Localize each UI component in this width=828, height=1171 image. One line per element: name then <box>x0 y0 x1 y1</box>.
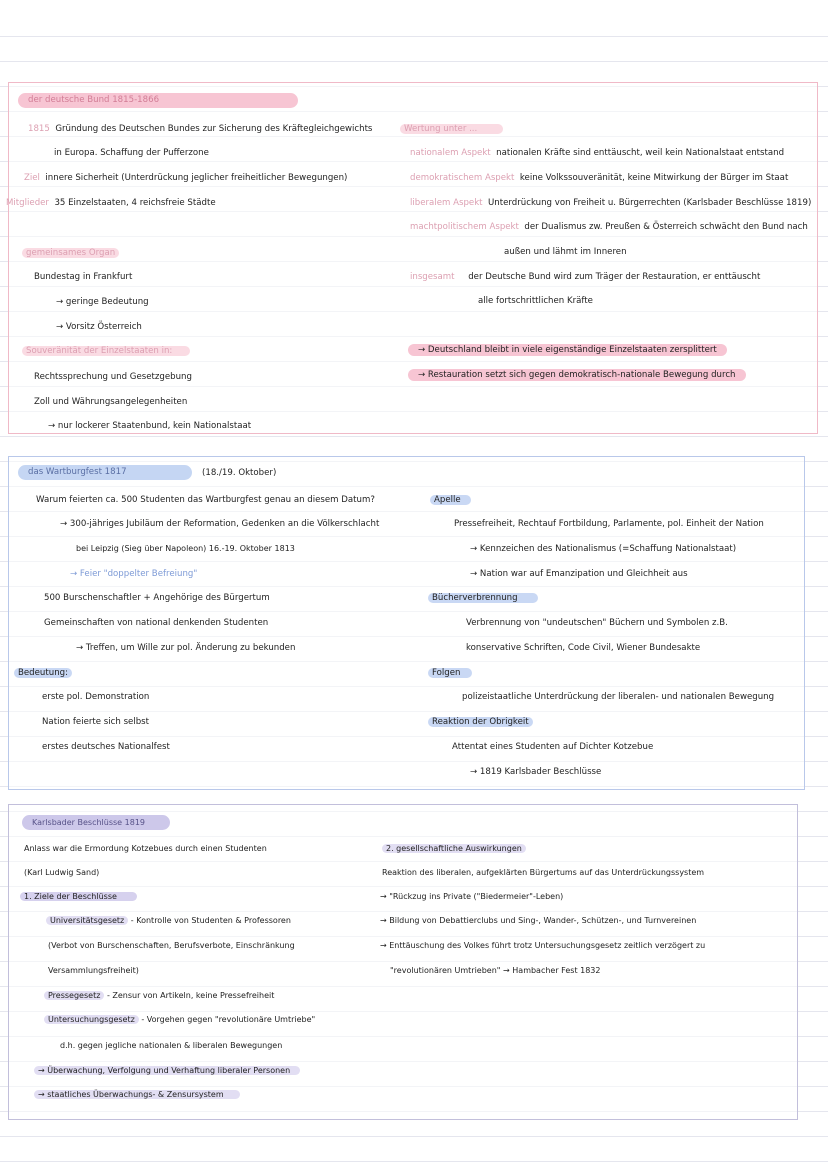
wertung-machtpolitisch-2: außen und lähmt im Inneren <box>504 247 627 257</box>
souv-line-1: Rechtssprechung und Gesetzgebung <box>34 372 192 382</box>
wartburg-answer-1: → 300-jähriges Jubiläum der Reformation, Gedenken an die Völkerschlacht <box>60 519 380 529</box>
wertung-liberal: liberalem Aspekt Unterdrückung von Freiheit u. Bürgerrechten (Karlsbader Beschlüsse 1819) <box>410 198 812 208</box>
ges-bildung: → Bildung von Debattierclubs und Sing-, Wander-, Schützen-, und Turnvereinen <box>380 916 697 925</box>
heading-organ: gemeinsames Organ <box>22 246 119 260</box>
folgen-text: polizeistaatliche Unterdrückung der liberalen- und nationalen Bewegung <box>462 692 775 702</box>
bedeutung-2: Nation feierte sich selbst <box>42 717 150 727</box>
staatliches-system: → staatliches Überwachungs- & Zensursystem <box>34 1088 240 1102</box>
appelle-3: → Nation war auf Emanzipation und Gleichheit aus <box>470 569 688 579</box>
organ-line-2: → geringe Bedeutung <box>56 297 149 307</box>
reaktion-2: → 1819 Karlsbader Beschlüsse <box>470 767 602 777</box>
univ-sub-1: (Verbot von Burschenschaften, Berufsverbote, Einschränkung <box>48 941 295 950</box>
univ-sub-2: Versammlungsfreiheit) <box>48 966 139 975</box>
wertung-national: nationalem Aspekt nationalen Kräfte sind enttäuscht, weil kein Nationalstaat entstand <box>410 148 785 158</box>
wartburg-left-2: Gemeinschaften von national denkenden Studenten <box>44 618 269 628</box>
section-title-wartburgfest: das Wartburgfest 1817 <box>18 465 192 480</box>
heading-gesellschaft: 2. gesellschaftliche Auswirkungen <box>382 842 526 856</box>
ges-enttaeuschung-2: "revolutionären Umtrieben" → Hambacher Fest 1832 <box>390 966 601 975</box>
heading-folgen: Folgen <box>428 666 472 680</box>
summary-zersplittert: → Deutschland bleibt in viele eigenständige Einzelstaaten zersplittert <box>408 343 727 357</box>
anlass-1: Anlass war die Ermordung Kotzebues durch einen Studenten <box>24 844 267 853</box>
heading-appelle: Apelle <box>430 493 471 507</box>
heading-bedeutung: Bedeutung: <box>14 666 72 680</box>
wartburg-left-3: → Treffen, um Wille zur pol. Änderung zu bekunden <box>76 643 296 653</box>
ges-reaktion: Reaktion des liberalen, aufgeklärten Bürgertums auf das Unterdrückungssystem <box>382 868 705 877</box>
section-title-deutscher-bund: der deutsche Bund 1815-1866 <box>18 93 298 108</box>
wartburg-date: (18./19. Oktober) <box>202 468 277 478</box>
heading-wertung: Wertung unter ... <box>400 122 503 136</box>
ges-enttaeuschung-1: → Enttäuschung des Volkes führt trotz Untersuchungsgesetz zeitlich verzögert zu <box>380 941 706 950</box>
presse-gesetz: Pressegesetz - Zensur von Artikeln, keine Pressefreiheit <box>44 989 274 1003</box>
ueberwachung: → Überwachung, Verfolgung und Verhaftung liberaler Personen <box>34 1064 300 1078</box>
line-mitglieder: Mitglieder 35 Einzelstaaten, 4 reichsfreie Städte <box>6 198 216 208</box>
organ-line-1: Bundestag in Frankfurt <box>34 272 133 282</box>
wertung-insgesamt-2: alle fortschrittlichen Kräfte <box>478 296 593 306</box>
bedeutung-3: erstes deutsches Nationalfest <box>42 742 170 752</box>
wartburg-answer-2: bei Leipzig (Sieg über Napoleon) 16.-19. Oktober 1813 <box>76 544 295 553</box>
unters-sub: d.h. gegen jegliche nationalen & liberalen Bewegungen <box>60 1041 283 1050</box>
line-europa: in Europa. Schaffung der Pufferzone <box>54 148 209 158</box>
appelle-2: → Kennzeichen des Nationalismus (=Schaffung Nationalstaat) <box>470 544 737 554</box>
unters-gesetz: Untersuchungsgesetz - Vorgehen gegen "revolutionäre Umtriebe" <box>44 1013 315 1027</box>
appelle-1: Pressefreiheit, Rechtauf Fortbildung, Parlamente, pol. Einheit der Nation <box>454 519 764 529</box>
heading-buecherverbrennung: Bücherverbrennung <box>428 591 538 605</box>
organ-line-3: → Vorsitz Österreich <box>56 322 142 332</box>
wartburg-left-1: 500 Burschenschaftler + Angehörige des Bürgertum <box>44 593 270 603</box>
souv-line-2: Zoll und Währungsangelegenheiten <box>34 397 188 407</box>
heading-ziele: 1. Ziele der Beschlüsse <box>20 890 137 904</box>
wartburg-question: Warum feierten ca. 500 Studenten das Wartburgfest genau an diesem Datum? <box>36 495 375 505</box>
univ-gesetz: Universitätsgesetz - Kontrolle von Studenten & Professoren <box>46 914 291 928</box>
line-ziel: Ziel innere Sicherheit (Unterdrückung jeglicher freiheitlicher Bewegungen) <box>24 173 348 183</box>
reaktion-1: Attentat eines Studenten auf Dichter Kotzebue <box>452 742 654 752</box>
line-1815: 1815 Gründung des Deutschen Bundes zur Sicherung des Kräftegleichgewichts <box>28 124 373 134</box>
summary-restauration: → Restauration setzt sich gegen demokratisch-nationale Bewegung durch <box>408 368 746 382</box>
wertung-insgesamt: insgesamt der Deutsche Bund wird zum Träger der Restauration, er enttäuscht <box>410 272 761 282</box>
wertung-demokratisch: demokratischem Aspekt keine Volkssouveränität, keine Mitwirkung der Bürger im Staat <box>410 173 789 183</box>
buecher-1: Verbrennung von "undeutschen" Büchern und Symbolen z.B. <box>466 618 728 628</box>
anlass-2: (Karl Ludwig Sand) <box>24 868 100 877</box>
buecher-2: konservative Schriften, Code Civil, Wiener Bundesakte <box>466 643 701 653</box>
wertung-machtpolitisch: machtpolitischem Aspekt der Dualismus zw. Preußen & Österreich schwächt den Bund nach <box>410 222 808 232</box>
section-title-karlsbader: Karlsbader Beschlüsse 1819 <box>22 815 170 830</box>
ges-rueckzug: → "Rückzug ins Private ("Biedermeier"-Leben) <box>380 892 564 901</box>
heading-souveraenitaet: Souveränität der Einzelstaaten in: <box>22 344 190 358</box>
souv-line-3: → nur lockerer Staatenbund, kein Nationalstaat <box>48 421 252 431</box>
heading-reaktion: Reaktion der Obrigkeit <box>428 715 533 729</box>
bedeutung-1: erste pol. Demonstration <box>42 692 150 702</box>
wartburg-answer-3: → Feier "doppelter Befreiung" <box>70 569 198 579</box>
